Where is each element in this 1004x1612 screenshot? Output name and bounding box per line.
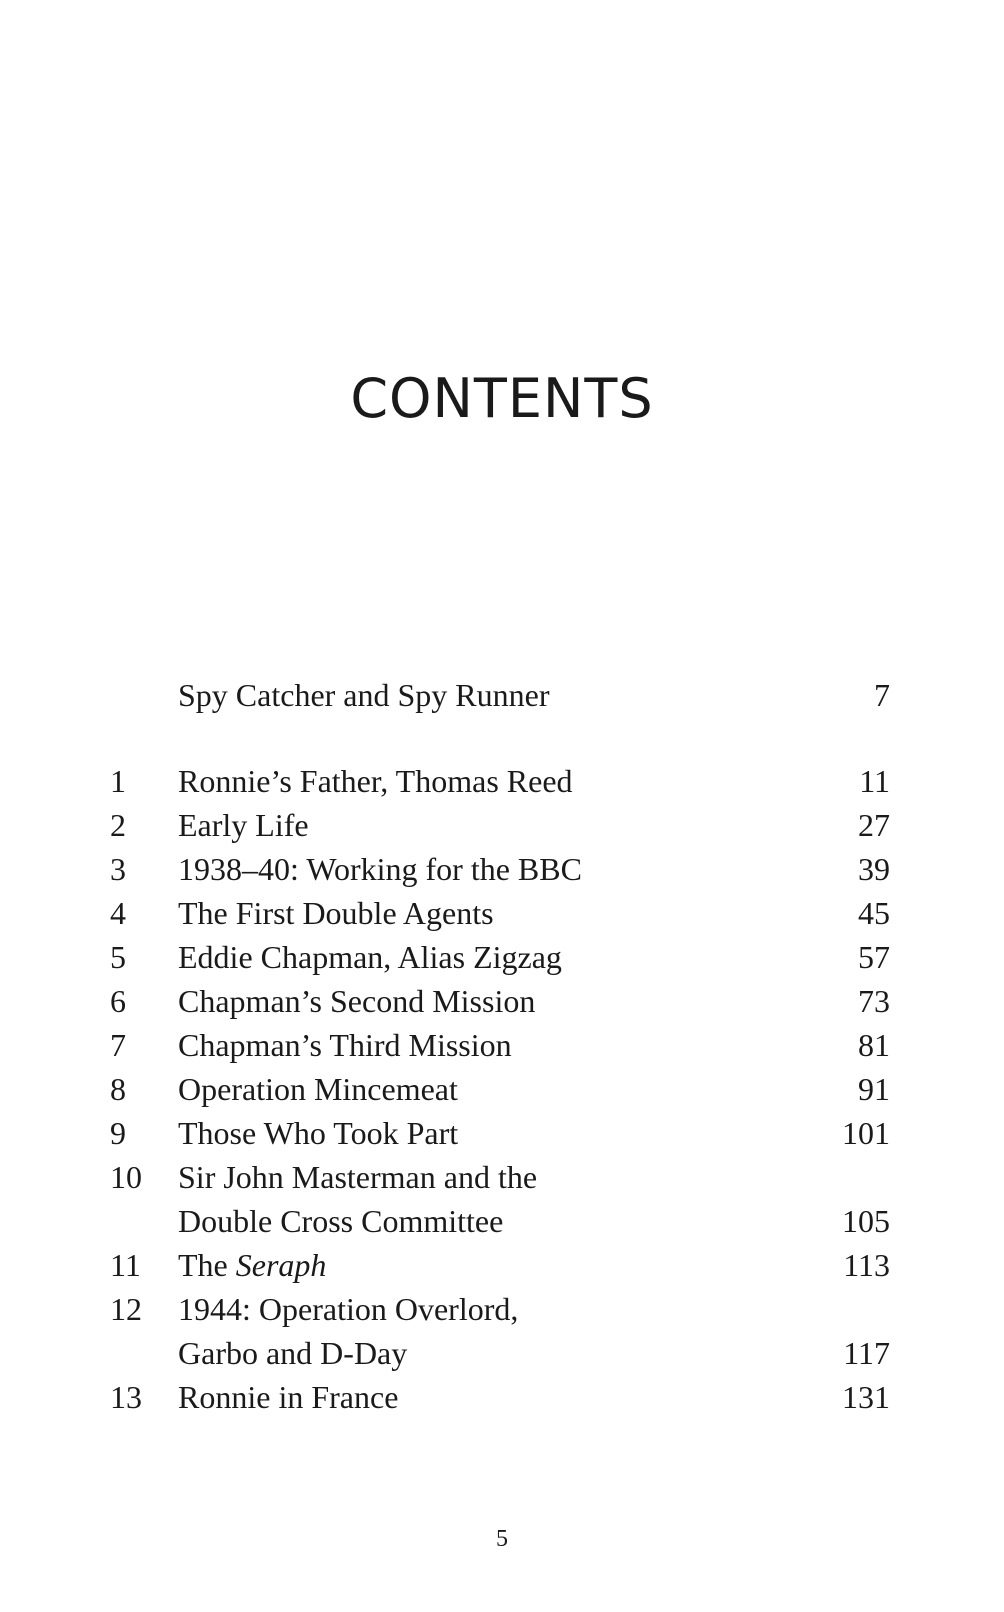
toc-entry-6[interactable]	[110, 978, 890, 1024]
chapter-title: Those Who Took Part	[178, 1115, 459, 1151]
page-number: 131	[842, 1379, 890, 1415]
chapter-number: 3	[110, 851, 126, 887]
chapter-title: Operation Mincemeat	[178, 1071, 458, 1107]
page-number: 91	[858, 1071, 890, 1107]
chapter-title: 1938–40: Working for the BBC	[178, 851, 582, 887]
chapter-title-continued: Double Cross Committee	[178, 1203, 504, 1239]
chapter-title-prefix: The	[178, 1247, 236, 1283]
toc-entry-12[interactable]	[110, 1286, 890, 1332]
chapter-title: Spy Catcher and Spy Runner	[178, 677, 550, 713]
chapter-number: 13	[110, 1379, 142, 1415]
toc-entry-intro[interactable]	[110, 672, 890, 718]
toc-entry-9[interactable]	[110, 1110, 890, 1156]
chapter-title-italic: Seraph	[235, 1247, 327, 1283]
page-number: 73	[858, 983, 890, 1019]
toc-entry-8[interactable]	[110, 1066, 890, 1112]
chapter-number: 4	[110, 895, 126, 931]
page-number: 7	[874, 677, 890, 713]
page-number: 45	[858, 895, 890, 931]
page-folio: 5	[496, 1526, 508, 1552]
toc-entry-13[interactable]	[110, 1374, 890, 1420]
page-number: 81	[858, 1027, 890, 1063]
chapter-title: Ronnie’s Father, Thomas Reed	[178, 763, 573, 799]
chapter-number: 11	[110, 1247, 141, 1283]
toc-entry-12-continued[interactable]	[110, 1330, 890, 1376]
page-number: 101	[842, 1115, 890, 1151]
chapter-number: 12	[110, 1291, 142, 1327]
chapter-title: Chapman’s Second Mission	[178, 983, 536, 1019]
toc-entry-10-continued[interactable]	[110, 1198, 890, 1244]
toc-entry-5[interactable]	[110, 934, 890, 980]
chapter-number: 6	[110, 983, 126, 1019]
toc-entry-7[interactable]	[110, 1022, 890, 1068]
chapter-number: 10	[110, 1159, 142, 1195]
page-number: 57	[858, 939, 890, 975]
toc-entry-11[interactable]	[110, 1242, 890, 1288]
toc-entry-1[interactable]	[110, 758, 890, 804]
chapter-title: 1944: Operation Overlord,	[178, 1291, 519, 1327]
toc-entry-10[interactable]	[110, 1154, 890, 1200]
chapter-title: Early Life	[178, 807, 309, 843]
chapter-number: 8	[110, 1071, 126, 1107]
chapter-title: Chapman’s Third Mission	[178, 1027, 512, 1063]
page-number: 105	[842, 1203, 890, 1239]
chapter-number: 1	[110, 763, 126, 799]
toc-entry-3[interactable]	[110, 846, 890, 892]
toc-entry-4[interactable]	[110, 890, 890, 936]
chapter-title-continued: Garbo and D-Day	[178, 1335, 408, 1371]
page-number: 27	[858, 807, 890, 843]
chapter-title: Sir John Masterman and the	[178, 1159, 538, 1195]
chapter-number: 2	[110, 807, 126, 843]
table-of-contents	[110, 0, 890, 1612]
chapter-title: Ronnie in France	[178, 1379, 399, 1415]
chapter-title: Eddie Chapman, Alias Zigzag	[178, 939, 562, 975]
page-number: 39	[858, 851, 890, 887]
chapter-number: 9	[110, 1115, 126, 1151]
page-number: 113	[843, 1247, 890, 1283]
chapter-number: 7	[110, 1027, 126, 1063]
toc-entry-2[interactable]	[110, 802, 890, 848]
chapter-title	[178, 1242, 326, 1288]
chapter-number: 5	[110, 939, 126, 975]
page-number: 11	[859, 763, 890, 799]
page-title: CONTENTS	[350, 367, 654, 430]
page-number: 117	[843, 1335, 890, 1371]
chapter-title: The First Double Agents	[178, 895, 494, 931]
